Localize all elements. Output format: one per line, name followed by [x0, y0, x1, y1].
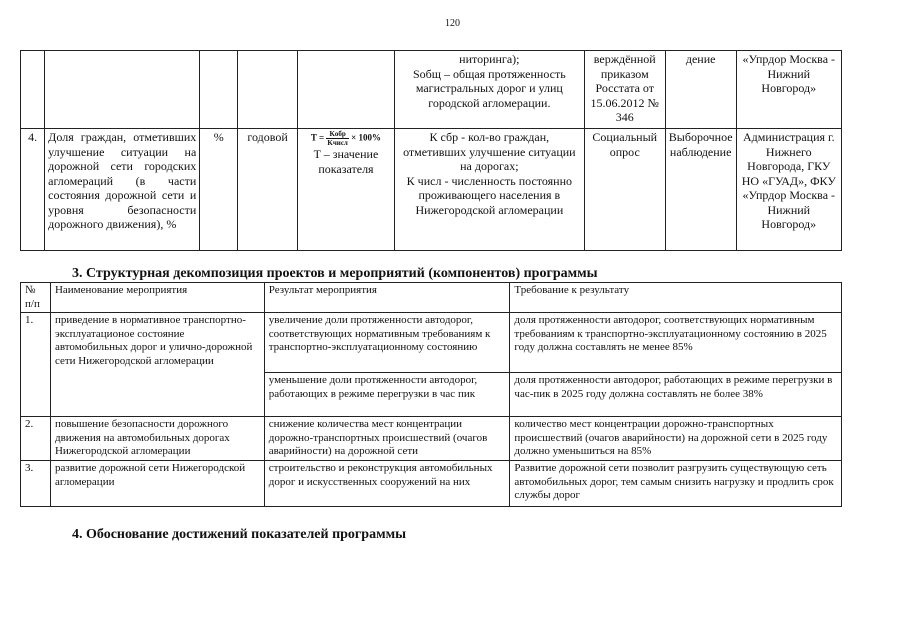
- cell-requirement: доля протяженности автодорог, работающих в режиме перегрузки в час-пик в 2025 году должна составлять не более 38%: [510, 373, 842, 417]
- cell-result: уменьшение доли протяженности автодорог, работающих в режиме перегрузки в час пик: [264, 373, 510, 417]
- cell-result: снижение количества мест концентрации дорожно-транспортных происшествий (очагов аварийности) на дорожной сети: [264, 417, 510, 461]
- cell-empty: [21, 51, 45, 129]
- cell-indicator: Доля граждан, отметивших улучшение ситуации на дорожной сети городских агломераций (в части состояния дорожной сети и уровня безопасности дорожного движения), %: [45, 129, 200, 251]
- formula-numerator: Kобр: [326, 130, 348, 139]
- cell-source: Социальный опрос: [584, 129, 665, 251]
- cell-empty: [200, 51, 238, 129]
- formula-tail: × 100%: [351, 132, 381, 143]
- column-header: Результат мероприятия: [264, 283, 510, 313]
- description-line: К числ - численность постоянно проживающего населения в Нижегородской агломерации: [406, 173, 572, 217]
- indicators-table: [20, 50, 842, 251]
- formula-denominator: Kчисл: [327, 139, 348, 147]
- cell-name: приведение в нормативное транспортно-эксплуатационое состояние автомобильных дорог и улично-дорожной сети Нижегородской агломерации: [50, 313, 264, 417]
- cell-description: ниторинга); Sобщ – общая протяженность магистральных дорог и улиц городской агломерации.: [394, 51, 584, 129]
- cell-requirement: количество мест концентрации дорожно-транспортных происшествий (очагов аварийности) на дорожной сети в 2025 году должно уменьшиться на 85%: [510, 417, 842, 461]
- cell-name: развитие дорожной сети Нижегородской агломерации: [50, 461, 264, 507]
- column-header: № п/п: [21, 283, 51, 313]
- cell-result: строительство и реконструкция автомобильных дорог и искусственных сооружений на них: [264, 461, 510, 507]
- cell-period: годовой: [238, 129, 298, 251]
- cell-num: 2.: [21, 417, 51, 461]
- cell-requirement: доля протяженности автодорог, соответствующих нормативным требованиям к транспортно-эксплуатационному состоянию в 2025 году должна составлять не менее 85%: [510, 313, 842, 373]
- cell-description: [394, 129, 584, 251]
- cell-requirement: Развитие дорожной сети позволит разгрузить существующую сеть автомобильных дорог, тем самым снизить нагрузку и продлить срок службы дорог: [510, 461, 842, 507]
- formula-fraction: [326, 130, 348, 147]
- cell-num: 4.: [21, 129, 45, 251]
- cell-empty: [238, 51, 298, 129]
- cell-result: увеличение доли протяженности автодорог, соответствующих нормативным требованиям к транспортно-эксплуатационному состоянию: [264, 313, 510, 373]
- page-number: 120: [445, 18, 460, 29]
- cell-empty: [297, 51, 394, 129]
- decomposition-table: [20, 282, 842, 507]
- cell-num: 3.: [21, 461, 51, 507]
- description-line: К сбр - кол-во граждан, отметивших улучшение ситуации на дорогах;: [403, 130, 576, 173]
- cell-empty: [45, 51, 200, 129]
- column-header: Требование к результату: [510, 283, 842, 313]
- table-row: [21, 313, 842, 373]
- table-header-row: [21, 283, 842, 313]
- table-row: [21, 417, 842, 461]
- column-header: Наименование мероприятия: [50, 283, 264, 313]
- cell-method: Выборочное наблюдение: [665, 129, 736, 251]
- table-row: [21, 51, 842, 129]
- formula-t: T =: [310, 132, 325, 143]
- formula: [301, 130, 391, 147]
- section-4-title: 4. Обоснование достижений показателей программы: [72, 527, 407, 542]
- cell-name: повышение безопасности дорожного движения на автомобильных дорогах Нижегородской агломерации: [50, 417, 264, 461]
- cell-responsible: Администрация г. Нижнего Новгорода, ГКУ НО «ГУАД», ФКУ «Упрдор Москва - Нижний Новгород»: [736, 129, 841, 251]
- section-3-title: 3. Структурная декомпозиция проектов и мероприятий (компонентов) программы: [72, 266, 598, 281]
- formula-note: T – значение показателя: [313, 147, 379, 176]
- cell-responsible: «Упрдор Москва - Нижний Новгород»: [736, 51, 841, 129]
- cell-method: дение: [665, 51, 736, 129]
- table-row: [21, 461, 842, 507]
- cell-unit: %: [200, 129, 238, 251]
- cell-source: верждённой приказом Росстата от 15.06.2012 № 346: [584, 51, 665, 129]
- cell-num: 1.: [21, 313, 51, 417]
- table-row: [21, 129, 842, 251]
- cell-formula: [297, 129, 394, 251]
